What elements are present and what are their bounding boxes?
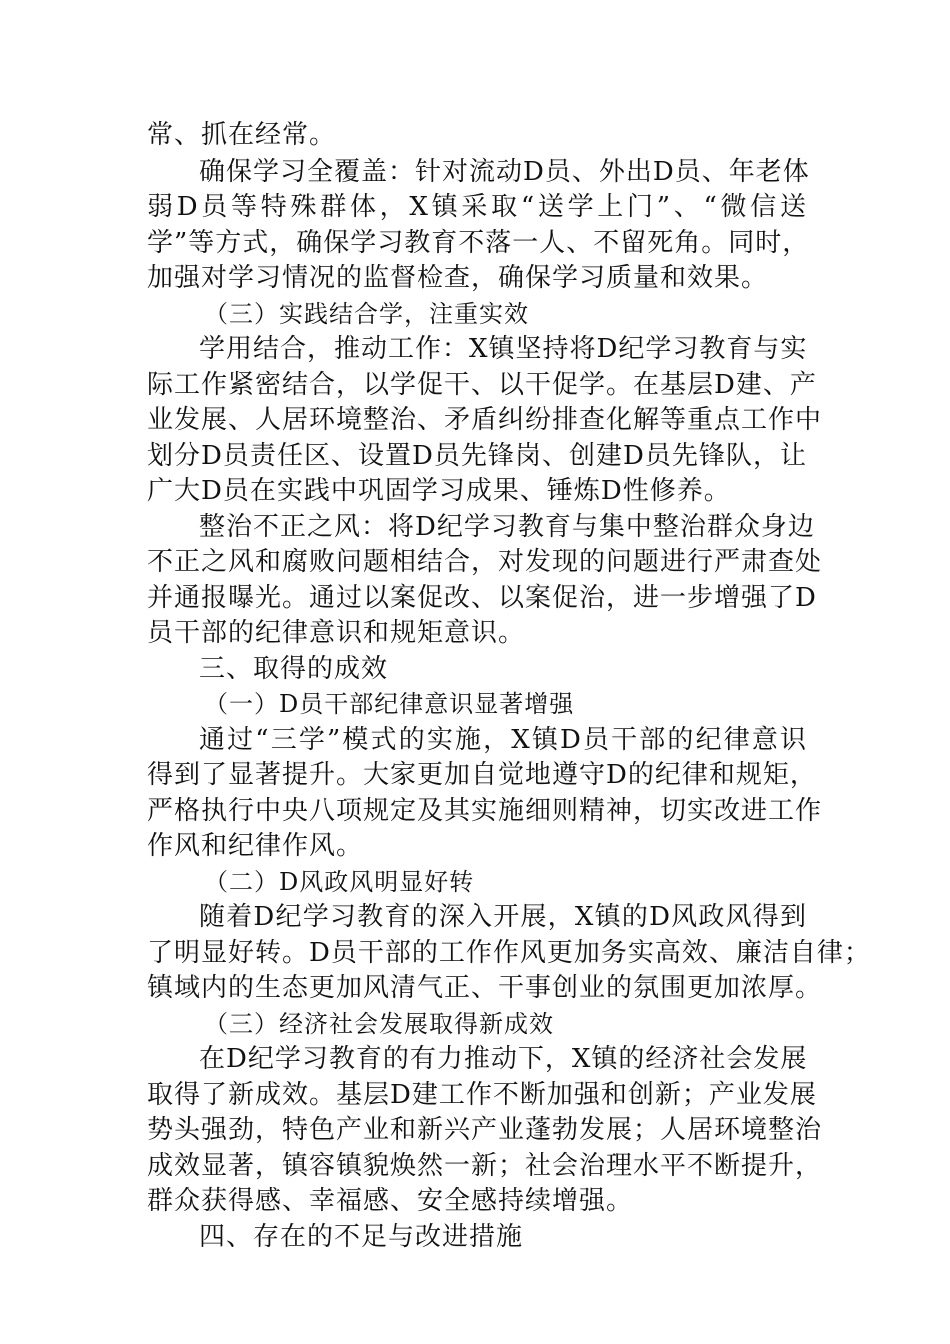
subsection-heading: （一）D员干部纪律意识显著增强 xyxy=(204,690,575,718)
paragraph-line: 不正之风和腐败问题相结合，对发现的问题进行严肃查处 xyxy=(147,547,823,577)
paragraph-line: 取得了新成效。基层D建工作不断加强和创新；产业发展 xyxy=(147,1080,817,1110)
paragraph-line: 广大D员在实践中巩固学习成果、锤炼D性修养。 xyxy=(147,476,731,506)
paragraph-line: 划分D员责任区、设置D员先锋岗、创建D员先锋队，让 xyxy=(147,441,807,471)
paragraph-line: 势头强劲，特色产业和新兴产业蓬勃发展；人居环境整治 xyxy=(147,1115,823,1145)
paragraph-line: 常、抓在经常。 xyxy=(147,120,337,150)
section-heading: 三、取得的成效 xyxy=(199,654,389,684)
paragraph-line: 严格执行中央八项规定及其实施细则精神，切实改进工作 xyxy=(147,796,823,826)
paragraph-line: 得到了显著提升。大家更加自觉地遵守D的纪律和规矩， xyxy=(147,760,817,790)
paragraph-line: 加强对学习情况的监督检查，确保学习质量和效果。 xyxy=(147,263,769,293)
paragraph-line: 弱D员等特殊群体，X镇采取“送学上门”、“微信送 xyxy=(147,192,807,222)
paragraph-line: 整治不正之风：将D纪学习教育与集中整治群众身边 xyxy=(199,512,815,542)
paragraph-line: 在D纪学习教育的有力推动下，X镇的经济社会发展 xyxy=(199,1044,808,1074)
paragraph-line: 了明显好转。D员干部的工作作风更加务实高效、廉洁自律； xyxy=(147,938,871,968)
paragraph-line: 成效显著，镇容镇貌焕然一新；社会治理水平不断提升， xyxy=(147,1151,823,1181)
paragraph-line: 并通报曝光。通过以案促改、以案促治，进一步增强了D xyxy=(147,583,817,613)
subsection-heading: （三）实践结合学，注重实效 xyxy=(204,300,529,328)
paragraph-line: 群众获得感、幸福感、安全感持续增强。 xyxy=(147,1186,634,1216)
paragraph-line: 学用结合，推动工作：X镇坚持将D纪学习教育与实 xyxy=(199,334,808,364)
subsection-heading: （三）经济社会发展取得新成效 xyxy=(204,1010,554,1038)
paragraph-line: 业发展、人居环境整治、矛盾纠纷排查化解等重点工作中 xyxy=(147,405,823,435)
paragraph-line: 际工作紧密结合，以学促干、以干促学。在基层D建、产 xyxy=(147,370,817,400)
paragraph-line: 员干部的纪律意识和规矩意识。 xyxy=(147,618,526,648)
paragraph-line: 镇域内的生态更加风清气正、干事创业的氛围更加浓厚。 xyxy=(147,973,823,1003)
paragraph-line: 通过“三学”模式的实施，X镇D员干部的纪律意识 xyxy=(199,725,807,755)
subsection-heading: （二）D风政风明显好转 xyxy=(204,868,475,896)
section-heading: 四、存在的不足与改进措施 xyxy=(199,1222,524,1252)
paragraph-line: 作风和纪律作风。 xyxy=(147,831,364,861)
paragraph-line: 确保学习全覆盖：针对流动D员、外出D员、年老体 xyxy=(199,157,810,187)
paragraph-line: 随着D纪学习教育的深入开展，X镇的D风政风得到 xyxy=(199,902,807,932)
paragraph-line: 学”等方式，确保学习教育不落一人、不留死角。同时， xyxy=(147,228,810,258)
